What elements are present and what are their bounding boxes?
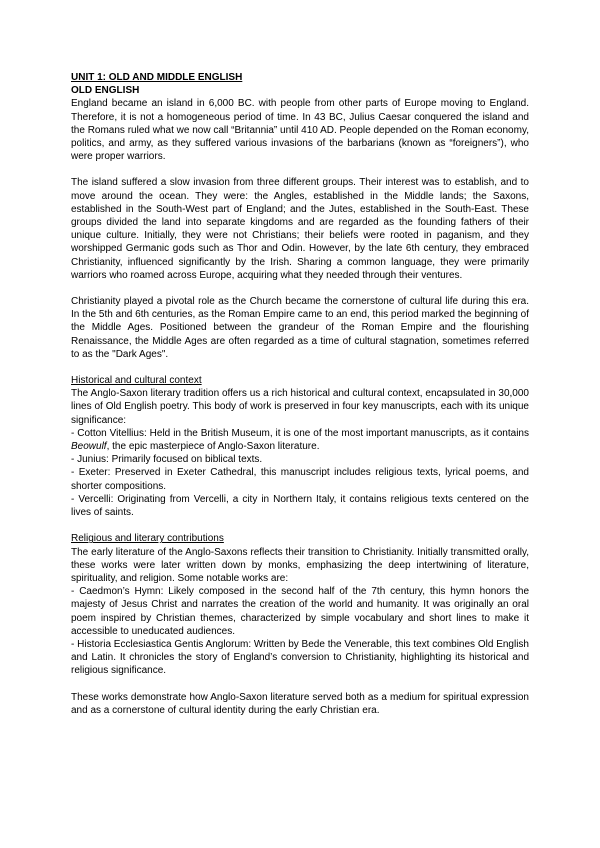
religious-contributions-intro: The early literature of the Anglo-Saxons reflects their transition to Christianity. Initially transmitted orally, these works were later written down by monks, emphasizing the deep intertwining of literature, spirituality, and religion. Some notable works are: [71, 546, 529, 584]
document-page [71, 71, 529, 717]
historical-context-intro: The Anglo-Saxon literary tradition offers us a rich historical and cultural context, encapsulated in 30,000 lines of Old English poetry. This body of work is preserved in four key manuscripts, each with its unique significance: [71, 388, 529, 426]
paragraph-intro: England became an island in 6,000 BC. with people from other parts of Europe moving to England. Therefore, it is not a homogeneous period of time. In 43 BC, Julius Caesar conquered the island and the Romans ruled what we now call “Britannia” until 410 AD. People depended on the Roman economy, politics, and army, as they suffered various invasions of the barbarians (known as “foreigners”), who were proper warriors. [71, 98, 529, 163]
spacer [71, 361, 529, 374]
manuscript-item-exeter: - Exeter: Preserved in Exeter Cathedral, this manuscript includes religious texts, lyrical poems, and shorter compositions. [71, 467, 529, 492]
paragraph-invasions: The island suffered a slow invasion from three different groups. Their interest was to establish, and to move around the ocean. They were: the Angles, established in the Middle lands; the Saxons, established in the South-West part of England; and the Jutes, established in the South-East. These groups divided the land into separate kingdoms and are regarded as the founding fathers of their unique culture. Initially, they were not Christians; their beliefs were rooted in paganism, and they worshipped Germanic gods such as Thor and Odin. However, by the late 6th century, they embraced Christianity, influenced significantly by the Irish. Sharing a common language, they were primarily warriors who roamed across Europe, acquiring what they needed through their ventures. [71, 177, 529, 281]
spacer [71, 282, 529, 295]
beowulf-title: Beowulf [71, 441, 107, 453]
manuscript-item-vercelli: - Vercelli: Originating from Vercelli, a city in Northern Italy, it contains religious texts centered on the lives of saints. [71, 493, 529, 519]
work-item-caedmons-hymn: - Caedmon’s Hymn: Likely composed in the second half of the 7th century, this hymn honors the majesty of Jesus Christ and narrates the creation of the world and humanity. It was originally an oral poem inspired by Christian themes, characterized by simple vocabulary and short lines to make it accessible to uneducated audiences. [71, 586, 529, 637]
paragraph-conclusion: These works demonstrate how Anglo-Saxon literature served both as a medium for spiritual expression and as a cornerstone of cultural identity during the early Christian era. [71, 691, 529, 716]
section-title: OLD ENGLISH [71, 85, 140, 97]
historical-context-heading: Historical and cultural context [71, 375, 202, 387]
paragraph-christianity: Christianity played a pivotal role as the Church became the cornerstone of cultural life during this era. In the 5th and 6th centuries, as the Roman Empire came to an end, this period marked the beginning of the Middle Ages. Positioned between the grandeur of the Roman Empire and the flourishing Renaissance, the Middle Ages are often regarded as a time of cultural stagnation, sometimes referred to as the "Dark Ages". [71, 296, 529, 360]
spacer [71, 678, 529, 691]
manuscript-item-cotton-vitellius: - Cotton Vitellius: Held in the British Museum, it is one of the most important manuscripts, as it contains Beowulf, the epic masterpiece of Anglo-Saxon literature. [71, 427, 529, 453]
manuscript-item-junius: - Junius: Primarily focused on biblical texts. [71, 454, 263, 466]
spacer [71, 519, 529, 532]
unit-title: UNIT 1: OLD AND MIDDLE ENGLISH [71, 72, 243, 83]
work-item-historia-ecclesiastica: - Historia Ecclesiastica Gentis Anglorum: Written by Bede the Venerable, this text combines Old English and Latin. It chronicles the story of England’s conversion to Christianity, highlighting its historical and religious significance. [71, 638, 529, 677]
spacer [71, 163, 529, 176]
religious-contributions-heading: Religious and literary contributions [71, 533, 224, 545]
